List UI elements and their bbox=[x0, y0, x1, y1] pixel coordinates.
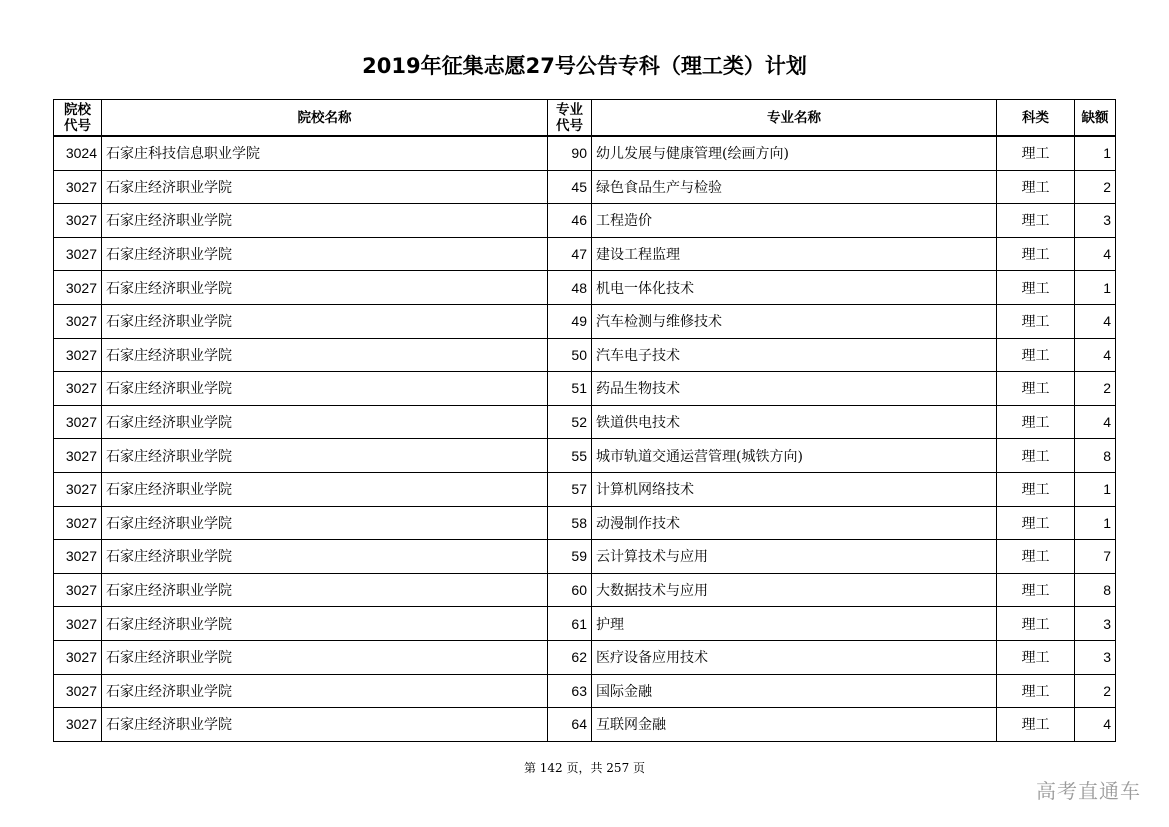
cell-major-code: 47 bbox=[548, 237, 592, 271]
cell-school-code: 3027 bbox=[54, 405, 102, 439]
cell-school-name: 石家庄经济职业学院 bbox=[102, 708, 548, 742]
cell-major-code: 58 bbox=[548, 506, 592, 540]
cell-category: 理工 bbox=[997, 708, 1075, 742]
cell-category: 理工 bbox=[997, 338, 1075, 372]
cell-school-code: 3027 bbox=[54, 271, 102, 305]
cell-school-name: 石家庄经济职业学院 bbox=[102, 405, 548, 439]
cell-school-code: 3027 bbox=[54, 540, 102, 574]
cell-major-code: 63 bbox=[548, 674, 592, 708]
cell-category: 理工 bbox=[997, 204, 1075, 238]
table-row bbox=[54, 372, 1116, 406]
cell-vacancy: 4 bbox=[1075, 237, 1116, 271]
cell-vacancy: 8 bbox=[1075, 439, 1116, 473]
cell-school-code: 3027 bbox=[54, 338, 102, 372]
cell-major-name: 铁道供电技术 bbox=[592, 405, 997, 439]
cell-major-name: 医疗设备应用技术 bbox=[592, 640, 997, 674]
cell-school-name: 石家庄经济职业学院 bbox=[102, 439, 548, 473]
cell-school-code: 3027 bbox=[54, 304, 102, 338]
cell-major-code: 62 bbox=[548, 640, 592, 674]
table-row bbox=[54, 304, 1116, 338]
cell-major-code: 59 bbox=[548, 540, 592, 574]
cell-major-code: 60 bbox=[548, 573, 592, 607]
cell-major-code: 61 bbox=[548, 607, 592, 641]
cell-major-name: 药品生物技术 bbox=[592, 372, 997, 406]
cell-category: 理工 bbox=[997, 304, 1075, 338]
cell-category: 理工 bbox=[997, 405, 1075, 439]
table-row bbox=[54, 472, 1116, 506]
cell-major-name: 汽车检测与维修技术 bbox=[592, 304, 997, 338]
cell-category: 理工 bbox=[997, 607, 1075, 641]
cell-school-code: 3027 bbox=[54, 674, 102, 708]
cell-major-name: 绿色食品生产与检验 bbox=[592, 170, 997, 204]
table-row bbox=[54, 271, 1116, 305]
cell-vacancy: 1 bbox=[1075, 506, 1116, 540]
cell-school-name: 石家庄经济职业学院 bbox=[102, 271, 548, 305]
cell-school-name: 石家庄经济职业学院 bbox=[102, 607, 548, 641]
cell-major-name: 城市轨道交通运营管理(城铁方向) bbox=[592, 439, 997, 473]
cell-vacancy: 7 bbox=[1075, 540, 1116, 574]
header-school-code: 院校 代号 bbox=[54, 100, 102, 137]
table-row bbox=[54, 439, 1116, 473]
cell-school-code: 3027 bbox=[54, 472, 102, 506]
cell-major-name: 工程造价 bbox=[592, 204, 997, 238]
cell-category: 理工 bbox=[997, 674, 1075, 708]
cell-category: 理工 bbox=[997, 640, 1075, 674]
table-row bbox=[54, 204, 1116, 238]
plan-table bbox=[53, 99, 1116, 742]
cell-vacancy: 3 bbox=[1075, 204, 1116, 238]
cell-school-name: 石家庄经济职业学院 bbox=[102, 237, 548, 271]
cell-major-name: 汽车电子技术 bbox=[592, 338, 997, 372]
cell-vacancy: 2 bbox=[1075, 170, 1116, 204]
cell-major-name: 动漫制作技术 bbox=[592, 506, 997, 540]
cell-school-name: 石家庄经济职业学院 bbox=[102, 204, 548, 238]
cell-major-name: 云计算技术与应用 bbox=[592, 540, 997, 574]
cell-school-name: 石家庄经济职业学院 bbox=[102, 372, 548, 406]
cell-major-code: 45 bbox=[548, 170, 592, 204]
cell-category: 理工 bbox=[997, 271, 1075, 305]
page-number: 第 142 页，共 257 页 bbox=[523, 761, 646, 775]
cell-major-name: 建设工程监理 bbox=[592, 237, 997, 271]
table-row bbox=[54, 607, 1116, 641]
table-row bbox=[54, 136, 1116, 170]
cell-vacancy: 2 bbox=[1075, 674, 1116, 708]
table-row bbox=[54, 338, 1116, 372]
cell-school-name: 石家庄经济职业学院 bbox=[102, 573, 548, 607]
cell-school-code: 3024 bbox=[54, 136, 102, 170]
cell-vacancy: 4 bbox=[1075, 304, 1116, 338]
cell-major-code: 57 bbox=[548, 472, 592, 506]
cell-major-name: 互联网金融 bbox=[592, 708, 997, 742]
cell-school-code: 3027 bbox=[54, 237, 102, 271]
cell-school-code: 3027 bbox=[54, 607, 102, 641]
table-row bbox=[54, 674, 1116, 708]
cell-major-code: 55 bbox=[548, 439, 592, 473]
cell-vacancy: 8 bbox=[1075, 573, 1116, 607]
table-row bbox=[54, 573, 1116, 607]
cell-major-name: 机电一体化技术 bbox=[592, 271, 997, 305]
table-row bbox=[54, 540, 1116, 574]
header-vacancy: 缺额 bbox=[1075, 100, 1116, 137]
cell-vacancy: 3 bbox=[1075, 640, 1116, 674]
table-header-row bbox=[54, 100, 1116, 137]
cell-category: 理工 bbox=[997, 237, 1075, 271]
table-row bbox=[54, 640, 1116, 674]
cell-vacancy: 1 bbox=[1075, 271, 1116, 305]
cell-category: 理工 bbox=[997, 439, 1075, 473]
watermark-logo: 高考直通车 bbox=[1036, 779, 1141, 803]
header-major-code: 专业 代号 bbox=[548, 100, 592, 137]
cell-category: 理工 bbox=[997, 136, 1075, 170]
cell-school-name: 石家庄经济职业学院 bbox=[102, 304, 548, 338]
cell-major-name: 幼儿发展与健康管理(绘画方向) bbox=[592, 136, 997, 170]
cell-school-code: 3027 bbox=[54, 640, 102, 674]
cell-major-code: 51 bbox=[548, 372, 592, 406]
cell-category: 理工 bbox=[997, 372, 1075, 406]
cell-school-code: 3027 bbox=[54, 204, 102, 238]
cell-major-code: 48 bbox=[548, 271, 592, 305]
cell-major-code: 90 bbox=[548, 136, 592, 170]
cell-school-code: 3027 bbox=[54, 170, 102, 204]
cell-school-code: 3027 bbox=[54, 439, 102, 473]
cell-school-name: 石家庄经济职业学院 bbox=[102, 674, 548, 708]
page-title: 2019年征集志愿27号公告专科（理工类）计划 bbox=[362, 54, 807, 78]
cell-major-code: 64 bbox=[548, 708, 592, 742]
cell-major-code: 50 bbox=[548, 338, 592, 372]
cell-vacancy: 1 bbox=[1075, 472, 1116, 506]
cell-vacancy: 2 bbox=[1075, 372, 1116, 406]
table-row bbox=[54, 405, 1116, 439]
cell-category: 理工 bbox=[997, 472, 1075, 506]
cell-school-name: 石家庄经济职业学院 bbox=[102, 170, 548, 204]
header-school-name: 院校名称 bbox=[102, 100, 548, 137]
cell-category: 理工 bbox=[997, 573, 1075, 607]
cell-major-code: 46 bbox=[548, 204, 592, 238]
header-major-name: 专业名称 bbox=[592, 100, 997, 137]
cell-school-code: 3027 bbox=[54, 506, 102, 540]
cell-vacancy: 3 bbox=[1075, 607, 1116, 641]
table-row bbox=[54, 237, 1116, 271]
cell-school-code: 3027 bbox=[54, 708, 102, 742]
cell-vacancy: 4 bbox=[1075, 405, 1116, 439]
table-row bbox=[54, 170, 1116, 204]
cell-major-name: 计算机网络技术 bbox=[592, 472, 997, 506]
cell-school-name: 石家庄科技信息职业学院 bbox=[102, 136, 548, 170]
cell-category: 理工 bbox=[997, 540, 1075, 574]
cell-vacancy: 1 bbox=[1075, 136, 1116, 170]
cell-school-name: 石家庄经济职业学院 bbox=[102, 338, 548, 372]
cell-category: 理工 bbox=[997, 506, 1075, 540]
cell-major-name: 护理 bbox=[592, 607, 997, 641]
cell-school-name: 石家庄经济职业学院 bbox=[102, 540, 548, 574]
cell-vacancy: 4 bbox=[1075, 338, 1116, 372]
header-category: 科类 bbox=[997, 100, 1075, 137]
cell-category: 理工 bbox=[997, 170, 1075, 204]
cell-school-code: 3027 bbox=[54, 372, 102, 406]
cell-major-name: 国际金融 bbox=[592, 674, 997, 708]
table-row bbox=[54, 708, 1116, 742]
cell-major-code: 52 bbox=[548, 405, 592, 439]
table-row bbox=[54, 506, 1116, 540]
cell-vacancy: 4 bbox=[1075, 708, 1116, 742]
cell-major-code: 49 bbox=[548, 304, 592, 338]
cell-school-name: 石家庄经济职业学院 bbox=[102, 506, 548, 540]
cell-school-code: 3027 bbox=[54, 573, 102, 607]
cell-school-name: 石家庄经济职业学院 bbox=[102, 472, 548, 506]
cell-major-name: 大数据技术与应用 bbox=[592, 573, 997, 607]
cell-school-name: 石家庄经济职业学院 bbox=[102, 640, 548, 674]
